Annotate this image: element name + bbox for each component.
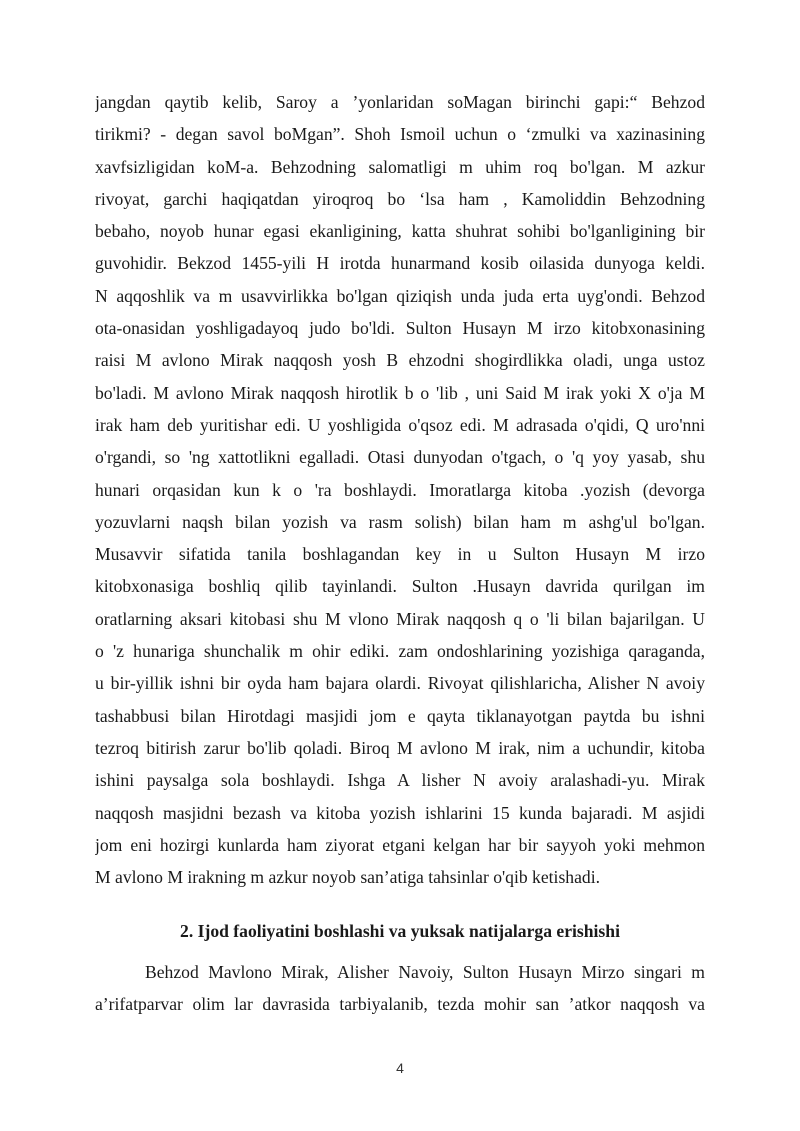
page-number: 4	[396, 1060, 404, 1076]
text-line: tirikmi? - degan savol boMgan”. Shoh Ismoil uchun o ‘zmulki va xazinasining	[95, 124, 705, 145]
text-line: jom eni hozirgi kunlarda ham ziyorat etgani kelgan har bir sayyoh yoki mehmon	[95, 834, 705, 855]
text-line: Musavvir sifatida tanila boshlagandan key in u Sulton Husayn M irzo	[95, 544, 705, 565]
text-line: bo'ladi. M avlono Mirak naqqosh hirotlik b o 'lib , uni Said M irak yoki X o'ja M	[95, 382, 705, 403]
text-line: u bir-yillik ishni bir oyda ham bajara olardi. Rivoyat qilishlaricha, Alisher N avoiy	[95, 673, 705, 694]
text-line: tashabbusi bilan Hirotdagi masjidi jom e qayta tiklanayotgan paytda bu ishni	[95, 705, 705, 726]
text-line: o 'z hunariga shunchalik m ohir ediki. zam ondoshlarining yozishiga qaraganda,	[95, 641, 705, 662]
text-line: ishini paysalga sola boshlaydi. Ishga A lisher N avoiy aralashadi-yu. Mirak	[95, 770, 705, 791]
text-line: a’rifatparvar olim lar davrasida tarbiyalanib, tezda mohir san ’atkor naqqosh va	[95, 994, 705, 1015]
text-line: hunari orqasidan kun k o 'ra boshlaydi. Imoratlarga kitoba .yozish (devorga	[95, 479, 705, 500]
text-line: rivoyat, garchi haqiqatdan yiroqroq bo ‘lsa ham , Kamoliddin Behzodning	[95, 188, 705, 209]
section-heading: 2. Ijod faoliyatini boshlashi va yuksak natijalarga erishishi	[180, 921, 620, 941]
text-line: kitobxonasiga boshliq qilib tayinlandi. Sulton .Husayn davrida qurilgan im	[95, 576, 705, 597]
text-line: guvohidir. Bekzod 1455-yili H irotda hunarmand kosib oilasida dunyoga keldi.	[95, 253, 705, 274]
text-line: naqqosh masjidni bezash va kitoba yozish ishlarini 15 kunda bajaradi. M asjidi	[95, 802, 705, 823]
body-paragraph-continued	[95, 956, 705, 1021]
text-line: Behzod Mavlono Mirak, Alisher Navoiy, Sulton Husayn Mirzo singari m	[145, 962, 705, 982]
text-line: xavfsizligidan koM-a. Behzodning salomatligi m uhim roq bo'lgan. M azkur	[95, 156, 705, 177]
text-line: oratlarning aksari kitobasi shu M vlono Mirak naqqosh q o 'li bilan bajarilgan. U	[95, 608, 705, 629]
text-line: ota-onasidan yoshligadayoq judo bo'ldi. Sulton Husayn M irzo kitobxonasining	[95, 318, 705, 339]
text-line: yozuvlarni naqsh bilan yozish va rasm solish) bilan ham m ashg'ul bo'lgan.	[95, 511, 705, 532]
text-line: o'rgandi, so 'ng xattotlikni egalladi. Otasi dunyodan o'tgach, o 'q yoy yasab, shu	[95, 447, 705, 468]
body-paragraph	[95, 86, 705, 893]
text-line: bebaho, noyob hunar egasi ekanligining, katta shuhrat sohibi bo'lganligining bir	[95, 221, 705, 242]
text-line: irak ham deb yuritishar edi. U yoshligida o'qsoz edi. M adrasada o'qidi, Q uro'nni	[95, 414, 705, 435]
text-line: N aqqoshlik va m usavvirlikka bo'lgan qiziqish unda juda erta uyg'ondi. Behzod	[95, 285, 705, 306]
text-line: raisi M avlono Mirak naqqosh yosh B ehzodni shogirdlikka oladi, unga ustoz	[95, 350, 705, 371]
text-line: jangdan qaytib kelib, Saroy a ’yonlaridan soMagan birinchi gapi:“ Behzod	[95, 92, 705, 112]
text-line: tezroq bitirish zarur bo'lib qoladi. Biroq M avlono M irak, nim a uchundir, kitoba	[95, 737, 705, 758]
text-line: M avlono M irakning m azkur noyob san’atiga tahsinlar o'qib ketishadi.	[95, 867, 600, 888]
